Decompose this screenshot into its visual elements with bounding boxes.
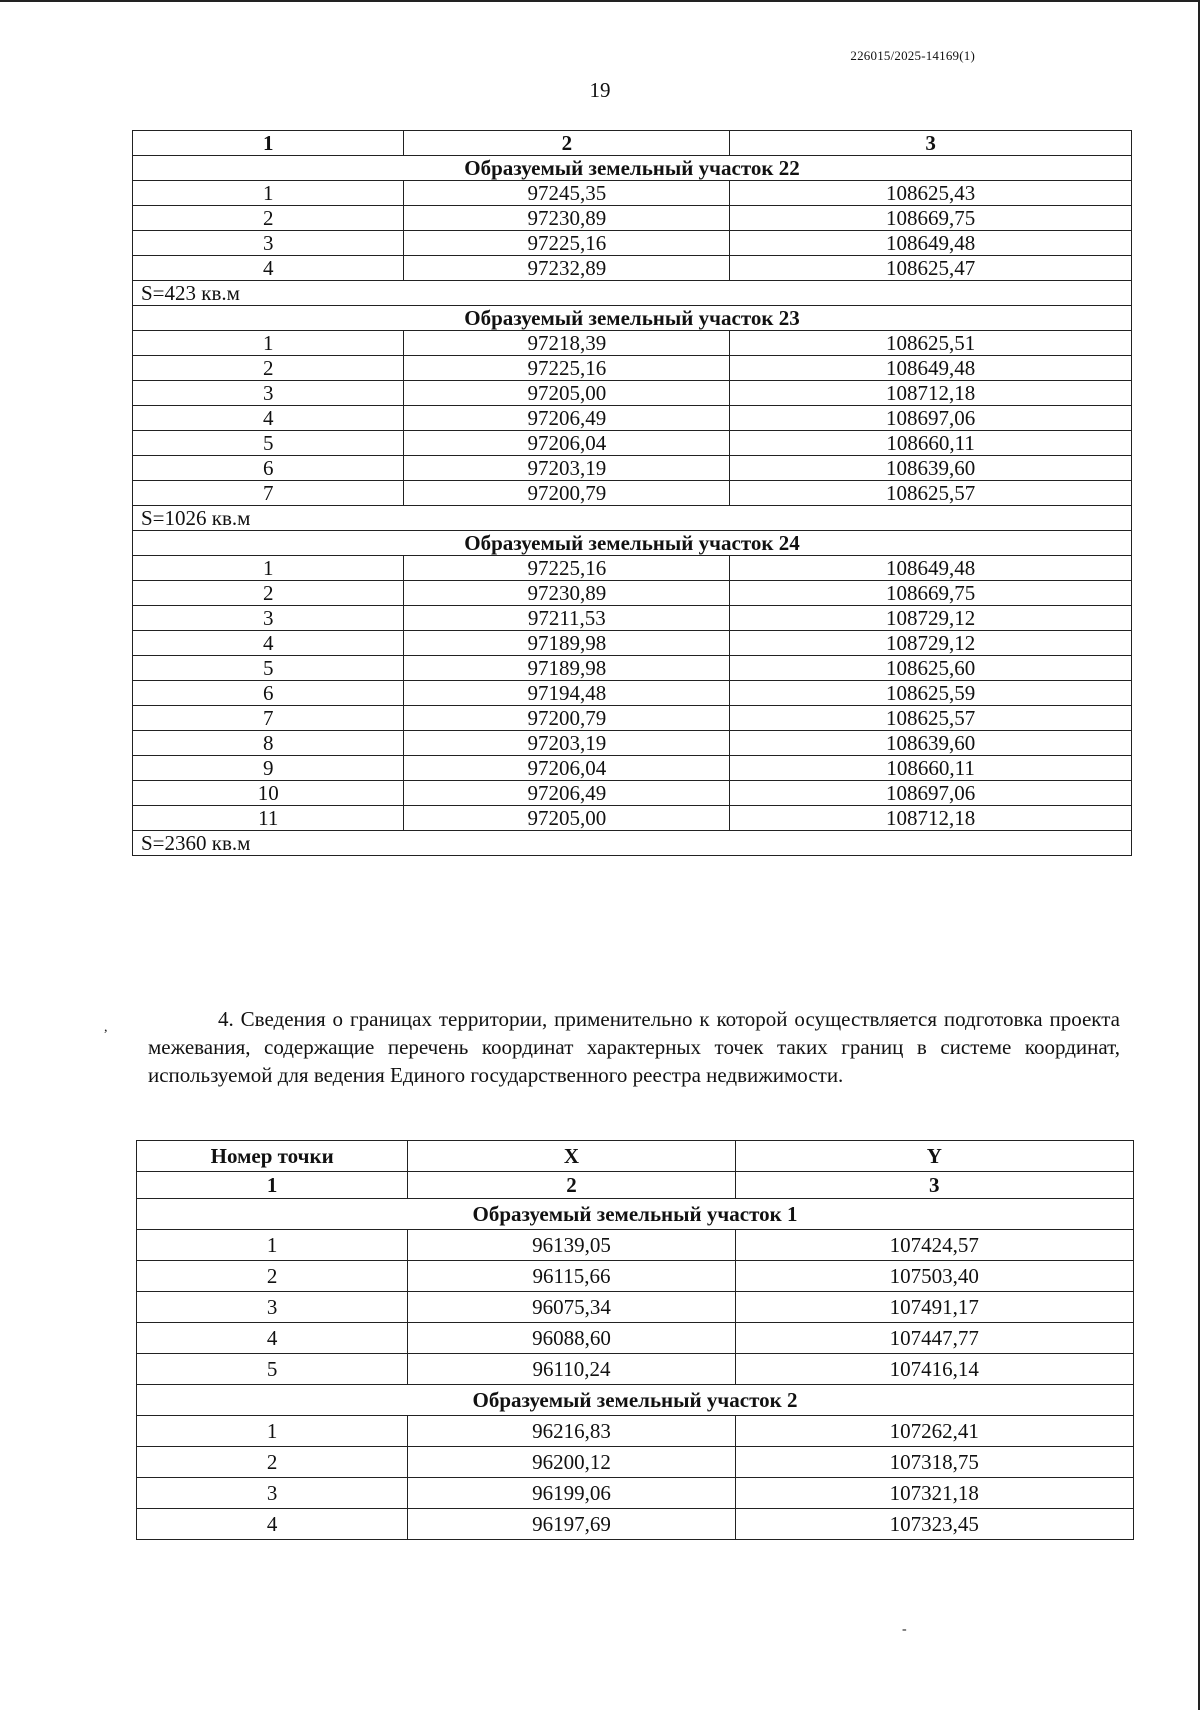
- point-number-cell: 4: [137, 1323, 408, 1354]
- table-row: [133, 581, 1132, 606]
- table-row: [133, 256, 1132, 281]
- y-coordinate-cell: 107318,75: [735, 1447, 1133, 1478]
- point-number-cell: 1: [137, 1416, 408, 1447]
- point-number-cell: 2: [133, 356, 404, 381]
- coordinates-table-2: [136, 1140, 1134, 1540]
- x-coordinate-cell: 97218,39: [404, 331, 730, 356]
- area-row: [133, 506, 1132, 531]
- section-title-row: [137, 1199, 1134, 1230]
- x-coordinate-cell: 96075,34: [408, 1292, 735, 1323]
- point-number-cell: 1: [133, 331, 404, 356]
- table-row: [137, 1292, 1134, 1323]
- y-coordinate-cell: 107321,18: [735, 1478, 1133, 1509]
- x-coordinate-cell: 97225,16: [404, 231, 730, 256]
- table-row: [133, 356, 1132, 381]
- x-coordinate-cell: 97189,98: [404, 656, 730, 681]
- point-number-cell: 4: [133, 406, 404, 431]
- section-4-paragraph: 4. Сведения о границах территории, применительно к которой осуществляется подготовка проекта межевания, содержащие перечень координат характерных точек таких границ в системе координат, используемой для ведения Единого государственного реестра недвижимости.: [148, 1007, 1120, 1087]
- y-coordinate-cell: 108625,51: [730, 331, 1132, 356]
- y-coordinate-cell: 107503,40: [735, 1261, 1133, 1292]
- table-row: [133, 331, 1132, 356]
- y-coordinate-cell: 108649,48: [730, 556, 1132, 581]
- x-coordinate-cell: 96197,69: [408, 1509, 735, 1540]
- y-coordinate-cell: 108639,60: [730, 731, 1132, 756]
- table-row: [133, 181, 1132, 206]
- x-coordinate-cell: 97206,49: [404, 406, 730, 431]
- point-number-cell: 3: [133, 381, 404, 406]
- area-value: S=423 кв.м: [133, 281, 1132, 306]
- table-row: [137, 1509, 1134, 1540]
- table-row: [133, 806, 1132, 831]
- y-coordinate-cell: 108625,60: [730, 656, 1132, 681]
- table-header-row: [137, 1141, 1134, 1172]
- point-number-cell: 10: [133, 781, 404, 806]
- page-number: 19: [589, 78, 611, 102]
- y-coordinate-cell: 108649,48: [730, 231, 1132, 256]
- area-value: S=1026 кв.м: [133, 506, 1132, 531]
- point-number-cell: 6: [133, 681, 404, 706]
- x-coordinate-cell: 97225,16: [404, 356, 730, 381]
- table-row: [133, 756, 1132, 781]
- x-coordinate-cell: 97211,53: [404, 606, 730, 631]
- section-title-row: [133, 531, 1132, 556]
- x-coordinate-cell: 96110,24: [408, 1354, 735, 1385]
- x-coordinate-cell: 97203,19: [404, 456, 730, 481]
- x-coordinate-cell: 97205,00: [404, 806, 730, 831]
- table-row: [133, 606, 1132, 631]
- table-row: [133, 456, 1132, 481]
- point-number-cell: 3: [133, 606, 404, 631]
- y-coordinate-cell: 108697,06: [730, 406, 1132, 431]
- y-coordinate-cell: 108660,11: [730, 431, 1132, 456]
- x-coordinate-cell: 96139,05: [408, 1230, 735, 1261]
- y-coordinate-cell: 107491,17: [735, 1292, 1133, 1323]
- table-row: [133, 731, 1132, 756]
- point-number-cell: 6: [133, 456, 404, 481]
- area-value: S=2360 кв.м: [133, 831, 1132, 856]
- x-coordinate-cell: 97194,48: [404, 681, 730, 706]
- point-number-cell: 4: [133, 256, 404, 281]
- y-coordinate-cell: 108729,12: [730, 606, 1132, 631]
- column-number-header: 2: [404, 131, 730, 156]
- table-row: [133, 231, 1132, 256]
- y-coordinate-cell: 107424,57: [735, 1230, 1133, 1261]
- margin-mark: ,: [104, 1020, 108, 1035]
- y-coordinate-cell: 108625,47: [730, 256, 1132, 281]
- y-coordinate-cell: 108625,43: [730, 181, 1132, 206]
- point-number-cell: 2: [133, 206, 404, 231]
- x-coordinate-cell: 96088,60: [408, 1323, 735, 1354]
- y-coordinate-cell: 108697,06: [730, 781, 1132, 806]
- table-row: [137, 1230, 1134, 1261]
- point-number-cell: 9: [133, 756, 404, 781]
- point-number-cell: 1: [137, 1230, 408, 1261]
- point-number-cell: 3: [137, 1292, 408, 1323]
- point-number-cell: 7: [133, 481, 404, 506]
- y-coordinate-cell: 108649,48: [730, 356, 1132, 381]
- column-header: Номер точки: [137, 1141, 408, 1172]
- x-coordinate-cell: 97206,04: [404, 756, 730, 781]
- section-title: Образуемый земельный участок 24: [133, 531, 1132, 556]
- table-row: [133, 706, 1132, 731]
- x-coordinate-cell: 97206,04: [404, 431, 730, 456]
- table-row: [137, 1478, 1134, 1509]
- coordinates-table-1: [132, 130, 1132, 856]
- point-number-cell: 7: [133, 706, 404, 731]
- point-number-cell: 4: [133, 631, 404, 656]
- area-row: [133, 831, 1132, 856]
- y-coordinate-cell: 108660,11: [730, 756, 1132, 781]
- x-coordinate-cell: 97200,79: [404, 481, 730, 506]
- table-subheader-row: [137, 1172, 1134, 1199]
- column-number-header: 2: [408, 1172, 735, 1199]
- y-coordinate-cell: 108625,57: [730, 706, 1132, 731]
- x-coordinate-cell: 97230,89: [404, 206, 730, 231]
- y-coordinate-cell: 108669,75: [730, 581, 1132, 606]
- column-number-header: 1: [137, 1172, 408, 1199]
- section-title-row: [137, 1385, 1134, 1416]
- column-header: X: [408, 1141, 735, 1172]
- x-coordinate-cell: 96200,12: [408, 1447, 735, 1478]
- table-row: [137, 1323, 1134, 1354]
- x-coordinate-cell: 97232,89: [404, 256, 730, 281]
- point-number-cell: 5: [133, 656, 404, 681]
- table-row: [133, 481, 1132, 506]
- y-coordinate-cell: 107323,45: [735, 1509, 1133, 1540]
- x-coordinate-cell: 97206,49: [404, 781, 730, 806]
- column-header: Y: [735, 1141, 1133, 1172]
- point-number-cell: 2: [137, 1447, 408, 1478]
- column-number-header: 1: [133, 131, 404, 156]
- table-row: [133, 406, 1132, 431]
- x-coordinate-cell: 97203,19: [404, 731, 730, 756]
- section-title: Образуемый земельный участок 2: [137, 1385, 1134, 1416]
- table-row: [133, 656, 1132, 681]
- table-row: [133, 431, 1132, 456]
- y-coordinate-cell: 108712,18: [730, 806, 1132, 831]
- point-number-cell: 2: [133, 581, 404, 606]
- x-coordinate-cell: 97230,89: [404, 581, 730, 606]
- point-number-cell: 1: [133, 556, 404, 581]
- table-row: [133, 631, 1132, 656]
- x-coordinate-cell: 97205,00: [404, 381, 730, 406]
- y-coordinate-cell: 107447,77: [735, 1323, 1133, 1354]
- y-coordinate-cell: 108639,60: [730, 456, 1132, 481]
- section-title-row: [133, 306, 1132, 331]
- x-coordinate-cell: 96199,06: [408, 1478, 735, 1509]
- table-row: [133, 556, 1132, 581]
- margin-mark: -: [902, 1622, 907, 1637]
- table-row: [137, 1416, 1134, 1447]
- table-row: [133, 781, 1132, 806]
- point-number-cell: 5: [133, 431, 404, 456]
- y-coordinate-cell: 108712,18: [730, 381, 1132, 406]
- point-number-cell: 1: [133, 181, 404, 206]
- y-coordinate-cell: 108669,75: [730, 206, 1132, 231]
- y-coordinate-cell: 108625,57: [730, 481, 1132, 506]
- table-header-row: [133, 131, 1132, 156]
- document-id: 226015/2025-14169(1): [850, 48, 975, 63]
- table-row: [137, 1354, 1134, 1385]
- table-row: [137, 1261, 1134, 1292]
- column-number-header: 3: [735, 1172, 1133, 1199]
- point-number-cell: 5: [137, 1354, 408, 1385]
- point-number-cell: 3: [137, 1478, 408, 1509]
- x-coordinate-cell: 97225,16: [404, 556, 730, 581]
- area-row: [133, 281, 1132, 306]
- x-coordinate-cell: 96216,83: [408, 1416, 735, 1447]
- section-title: Образуемый земельный участок 22: [133, 156, 1132, 181]
- table-row: [137, 1447, 1134, 1478]
- y-coordinate-cell: 108625,59: [730, 681, 1132, 706]
- x-coordinate-cell: 97189,98: [404, 631, 730, 656]
- x-coordinate-cell: 97245,35: [404, 181, 730, 206]
- section-title: Образуемый земельный участок 23: [133, 306, 1132, 331]
- y-coordinate-cell: 108729,12: [730, 631, 1132, 656]
- table-row: [133, 381, 1132, 406]
- x-coordinate-cell: 96115,66: [408, 1261, 735, 1292]
- x-coordinate-cell: 97200,79: [404, 706, 730, 731]
- y-coordinate-cell: 107416,14: [735, 1354, 1133, 1385]
- table-row: [133, 206, 1132, 231]
- point-number-cell: 2: [137, 1261, 408, 1292]
- y-coordinate-cell: 107262,41: [735, 1416, 1133, 1447]
- point-number-cell: 11: [133, 806, 404, 831]
- point-number-cell: 3: [133, 231, 404, 256]
- point-number-cell: 4: [137, 1509, 408, 1540]
- table-row: [133, 681, 1132, 706]
- column-number-header: 3: [730, 131, 1132, 156]
- section-title: Образуемый земельный участок 1: [137, 1199, 1134, 1230]
- section-title-row: [133, 156, 1132, 181]
- point-number-cell: 8: [133, 731, 404, 756]
